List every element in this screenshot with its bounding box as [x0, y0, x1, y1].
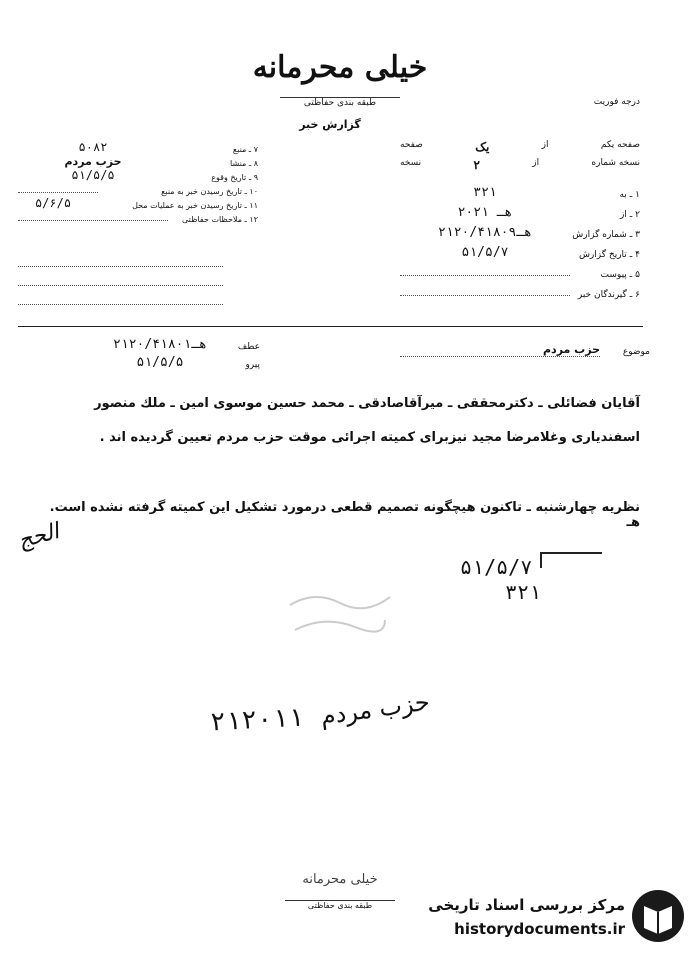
body-line-3: نظریه چهارشنبه ـ تاکنون هیچگونه تصمیم قطعی درمورد تشکیل این کمیته گرفته نشده است. هـ: [49, 500, 640, 530]
attachment-label: ۵ ـ پیوست: [600, 270, 640, 280]
copy-mid: از: [532, 158, 540, 168]
origin-label: ۸ ـ منشا: [230, 159, 258, 168]
source-value: ۵۰۸۲: [78, 140, 108, 154]
ops-received-value: ۵/۶/۵: [34, 196, 72, 210]
to-value: ۳۲۱: [473, 185, 497, 200]
footer-classification: طبقه بندی حفاظتی: [285, 900, 395, 910]
subject-row: [400, 343, 650, 357]
right-list-row: [400, 200, 640, 220]
annotation-box-stroke: [540, 552, 602, 568]
annotation-date: ۵۱/۵/۷: [460, 555, 533, 579]
source-label: ۷ ـ منبع: [232, 145, 258, 154]
left-list: [18, 140, 258, 224]
reference-block: [90, 334, 260, 370]
report-date-value: ۵۱/۵/۷: [461, 245, 509, 260]
to-label: ۱ ـ به: [619, 190, 640, 200]
annotation-number: ۳۲۱: [505, 580, 542, 604]
doc-title: گزارش خبر: [299, 118, 361, 131]
report-number-value: ۲۱هـ۲۰/۴۱۸۰۹: [438, 225, 532, 240]
page-label: صفحه یکم: [600, 140, 640, 150]
right-list-row: [400, 180, 640, 200]
attachment-line: [400, 275, 570, 276]
protection-notes-line: [18, 220, 168, 221]
annotation-party: حزب مردم: [318, 687, 432, 731]
watermark-title: مرکز بررسی اسناد تاریخی: [428, 896, 625, 914]
protection-notes-label: ۱۲ ـ ملاحظات حفاظتی: [182, 215, 258, 224]
copy-end: نسخه: [400, 158, 422, 168]
follow-row: [90, 352, 260, 370]
subject-label: موضوع: [622, 347, 650, 357]
faded-stamp: [285, 585, 395, 645]
watermark-logo: [630, 888, 686, 944]
annotation-number-large: ۲۱۲۰۱۱: [209, 702, 305, 738]
reference-row: [90, 334, 260, 352]
ops-received-label: ۱۱ ـ تاریخ رسیدن خبر به عملیات محل: [132, 201, 258, 210]
follow-value: ۵۱/۵/۵: [136, 355, 184, 370]
from-label: ۲ ـ از: [619, 210, 640, 220]
header-divider: [18, 326, 643, 327]
classification-label: طبقه بندی حفاظتی: [280, 97, 400, 108]
watermark-url: historydocuments.ir: [454, 920, 625, 938]
right-list-row: [400, 260, 640, 280]
recipients-label: ۶ ـ گیرندگان خبر: [577, 290, 640, 300]
body-line-1: آقایان فضائلی ـ دکترمحققی ـ میرآقاصادقی ـ محمد حسین موسوی امین ـ ملك منصور: [94, 396, 640, 411]
occurrence-date-label: ۹ ـ تاریخ وقوع: [211, 173, 258, 182]
occurrence-date-value: ۵۱/۵/۵: [71, 168, 115, 182]
right-fields: [400, 140, 640, 176]
initial-signature: الحج: [15, 519, 62, 554]
report-number-label: ۳ ـ شماره گزارش: [572, 230, 640, 240]
top-classification-stamp: خیلی محرمانه: [252, 50, 428, 85]
reference-label: عطف: [237, 342, 260, 352]
page-mid: از: [541, 140, 549, 150]
right-list-row: [400, 240, 640, 260]
right-list: [400, 180, 640, 300]
footer-stamp: خیلی محرمانه: [302, 872, 378, 887]
blank-line: [18, 304, 223, 305]
recipients-line: [400, 295, 570, 296]
left-list-row: [18, 168, 258, 182]
report-date-label: ۴ ـ تاریخ گزارش: [578, 250, 640, 260]
source-received-line: [18, 192, 98, 193]
source-received-label: ۱۰ ـ تاریخ رسیدن خبر به منبع: [161, 187, 258, 196]
faded-stamp-scribble: [285, 585, 395, 645]
copy-value: ۲: [473, 158, 480, 172]
left-list-row: [18, 210, 258, 224]
subject-value: حزب مردم: [400, 343, 600, 357]
left-list-row: [18, 196, 258, 210]
reference-value: ۲۱هـ۲۰/۴۱۸۰۱: [113, 337, 207, 352]
follow-label: پیرو: [245, 360, 260, 370]
book-logo-icon: [630, 888, 686, 944]
body-line-2: اسفندیاری وغلامرضا مجید نیزبرای کمیته اجرائی موقت حزب مردم تعیین گردیده اند .: [99, 430, 640, 445]
left-list-row: [18, 140, 258, 154]
page-value: یک: [475, 140, 490, 154]
right-list-row: [400, 220, 640, 240]
left-list-row: [18, 182, 258, 196]
page-end: صفحه: [400, 140, 423, 150]
blank-line: [18, 285, 223, 286]
right-list-row: [400, 280, 640, 300]
page-field: [400, 140, 640, 158]
copy-label: نسخه شماره: [591, 158, 640, 168]
copy-field: [400, 158, 640, 176]
blank-line: [18, 266, 223, 267]
origin-value: حزب مردم: [64, 155, 122, 168]
left-list-row: [18, 154, 258, 168]
priority-label: درجه فوریت: [593, 97, 640, 107]
from-value: ۲۰هـ ۲۱: [457, 205, 513, 220]
